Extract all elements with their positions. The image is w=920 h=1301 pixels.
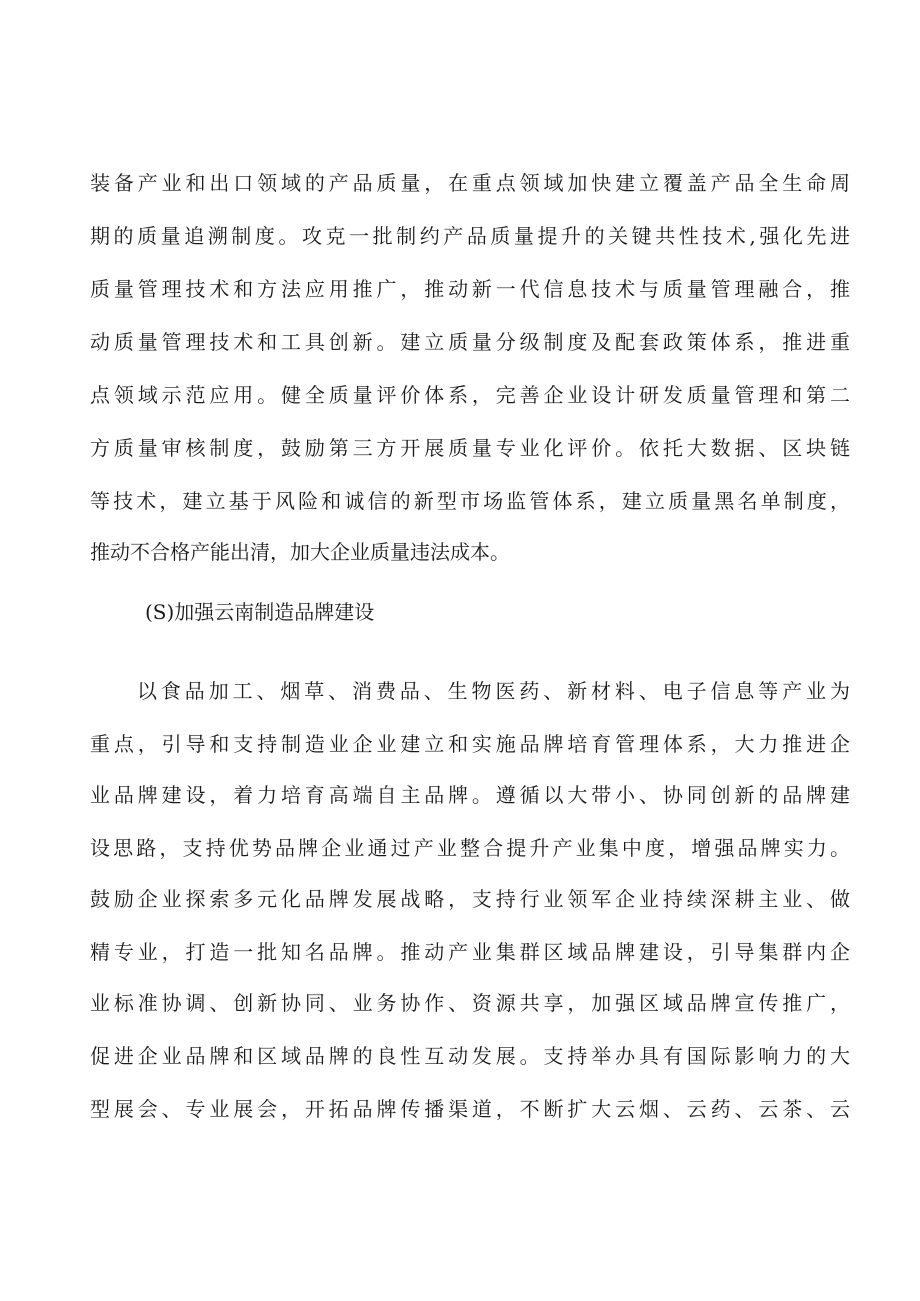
paragraph-2-line: 业标准协调、创新协同、业务协作、资源共享，加强区域品牌宣传推广， xyxy=(90,991,850,1015)
paragraph-1-line: 推动不合格产能出清，加大企业质量违法成本。 xyxy=(90,540,510,564)
paragraph-2-line: 重点，引导和支持制造业企业建立和实施品牌培育管理体系，大力推进企 xyxy=(90,732,850,756)
paragraph-1-line: 质量管理技术和方法应用推广，推动新一代信息技术与质量管理融合，推 xyxy=(90,277,850,301)
paragraph-1-line: 等技术，建立基于风险和诚信的新型市场监管体系，建立质量黑名单制度， xyxy=(90,489,850,513)
paragraph-2-line: 以食品加工、烟草、消费品、生物医药、新材料、电子信息等产业为 xyxy=(137,679,850,703)
paragraph-2-line: 业品牌建设，着力培育高端自主品牌。遵循以大带小、协同创新的品牌建 xyxy=(90,783,850,807)
paragraph-1-line: 期的质量追溯制度。攻克一批制约产品质量提升的关键共性技术,强化先进 xyxy=(90,224,850,248)
paragraph-2-line: 型展会、专业展会，开拓品牌传播渠道，不断扩大云烟、云药、云茶、云 xyxy=(90,1097,850,1121)
paragraph-1-line: 点领域示范应用。健全质量评价体系，完善企业设计研发质量管理和第二 xyxy=(90,383,850,407)
paragraph-2-line: 设思路，支持优势品牌企业通过产业整合提升产业集中度，增强品牌实力。 xyxy=(90,836,850,860)
paragraph-1-line: 动质量管理技术和工具创新。建立质量分级制度及配套政策体系，推进重 xyxy=(90,330,850,354)
paragraph-1-line: 方质量审核制度，鼓励第三方开展质量专业化评价。依托大数据、区块链 xyxy=(90,436,850,460)
paragraph-2-line: 鼓励企业探索多元化品牌发展战略，支持行业领军企业持续深耕主业、做 xyxy=(90,887,850,911)
section-heading: (S)加强云南制造品牌建设 xyxy=(145,600,375,624)
paragraph-1-line: 装备产业和出口领域的产品质量，在重点领域加快建立覆盖产品全生命周 xyxy=(90,171,850,195)
paragraph-2-line: 精专业，打造一批知名品牌。推动产业集群区域品牌建设，引导集群内企 xyxy=(90,940,850,964)
paragraph-2-line: 促进企业品牌和区域品牌的良性互动发展。支持举办具有国际影响力的大 xyxy=(90,1044,850,1068)
